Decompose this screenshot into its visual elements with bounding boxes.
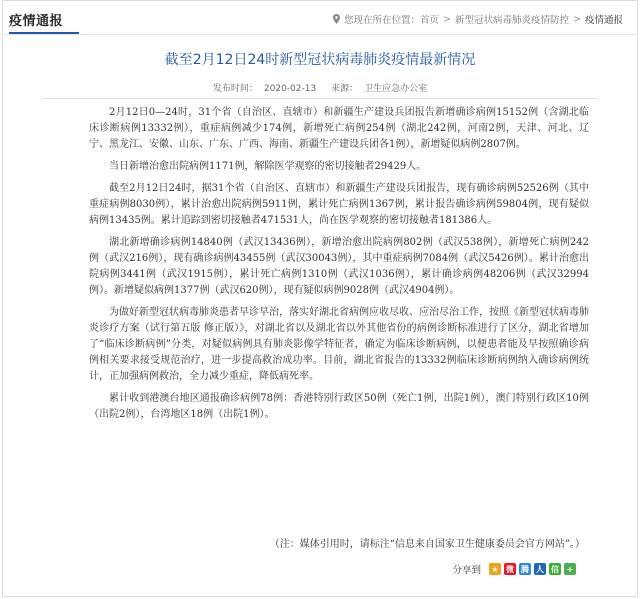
paragraph: 湖北新增确诊病例14840例（武汉13436例），新增治愈出院病例802例（武汉538例），新增死亡病例242例（武汉216例），现有确诊病例43455例（武汉30043例），其中重症病例7084例（武汉5426例）。累计治愈出院病例3441例（武汉1915例），累计死亡病例1310例（武汉1036例），累计确诊病例48206例（武汉32994例）。新增疑似病例1377例（武汉620例），现有疑似病例9028例（武汉4904例）。 xyxy=(89,237,589,296)
paragraph: 为做好新型冠状病毒肺炎患者早诊早治，落实好湖北省病例应收尽收、应治尽治工作，按照《新型冠状病毒肺炎诊疗方案（试行第五版 修正版）》，对湖北省以及湖北省以外其他省份的病例诊断标准进行了区分，湖北省增加了“临床诊断病例”分类，对疑似病例具有肺炎影像学特征者，确定为临床诊断病例，以便患者能及早按照确诊病例相关要求接受规范治疗，进一步提高救治成功率。目前，湖北省报告的13332例临床诊断病例纳入确诊病例统计，正加强病例救治，全力减少重症，降低病死率。 xyxy=(89,307,589,382)
share-label: 分享到 xyxy=(452,565,481,576)
breadcrumb-separator: > xyxy=(443,13,451,25)
article-body xyxy=(89,105,589,429)
tencent-weibo-icon[interactable]: 腾 xyxy=(521,564,529,574)
publish-date: 2020-02-13 xyxy=(263,84,317,94)
section-title-underline xyxy=(9,32,79,34)
paragraph: 截至2月12日24时，据31个省（自治区、直辖市）和新疆生产建设兵团报告，现有确诊病例52526例（其中重症病例8030例），累计治愈出院病例5911例，累计死亡病例1367例，累计报告确诊病例59804例，现有疑似病例13435例。累计追踪到密切接触者471531人，尚在医学观察的密切接触者181386人。 xyxy=(89,183,589,226)
date-label: 发布时间： xyxy=(212,84,258,94)
breadcrumb-prefix: 您现在所在位置： xyxy=(344,15,421,26)
content-panel xyxy=(2,0,638,597)
citation-note: （注：媒体引用时，请标注“信息来自国家卫生健康委员会官方网站”。） xyxy=(269,539,585,550)
renren-icon[interactable]: 人 xyxy=(536,564,544,574)
qzone-icon[interactable]: ★ xyxy=(489,563,501,575)
source-name: 卫生应急办公室 xyxy=(364,84,428,94)
more-icon[interactable]: + xyxy=(564,563,576,575)
breadcrumb-epidemic-control[interactable]: 新型冠状病毒肺炎疫情防控 xyxy=(455,15,570,26)
breadcrumb-home[interactable]: 首页 xyxy=(420,15,440,26)
source-label: 来源： xyxy=(331,84,359,94)
paragraph: 累计收到港澳台地区通报确诊病例78例：香港特别行政区50例（死亡1例，出院1例），澳门特别行政区10例（出院2例），台湾地区18例（出院1例）。 xyxy=(89,393,589,420)
title-divider xyxy=(43,98,597,99)
share-bar xyxy=(452,562,579,576)
article-meta xyxy=(3,81,637,94)
breadcrumb-current[interactable]: 疫情通报 xyxy=(584,15,623,26)
breadcrumb xyxy=(333,12,623,26)
wechat-icon[interactable]: 信 xyxy=(551,564,559,574)
article-title: 截至2月12日24时新型冠状病毒肺炎疫情最新情况 xyxy=(164,52,476,68)
paragraph: 2月12日0—24时，31个省（自治区、直辖市）和新疆生产建设兵团报告新增确诊病例15152例（含湖北临床诊断病例13332例），重症病例减少174例，新增死亡病例254例（湖北242例，河南2例，天津、河北、辽宁、黑龙江、安徽、山东、广东、广西、海南、新疆生产建设兵团各1例），新增疑似病例2807例。 xyxy=(89,107,589,150)
paragraph: 当日新增治愈出院病例1171例，解除医学观察的密切接触者29429人。 xyxy=(109,161,427,172)
section-header xyxy=(3,1,637,35)
location-pin-icon xyxy=(333,14,340,24)
weibo-icon[interactable]: 微 xyxy=(506,564,514,574)
breadcrumb-separator: > xyxy=(573,13,581,25)
section-title: 疫情通报 xyxy=(9,14,64,29)
